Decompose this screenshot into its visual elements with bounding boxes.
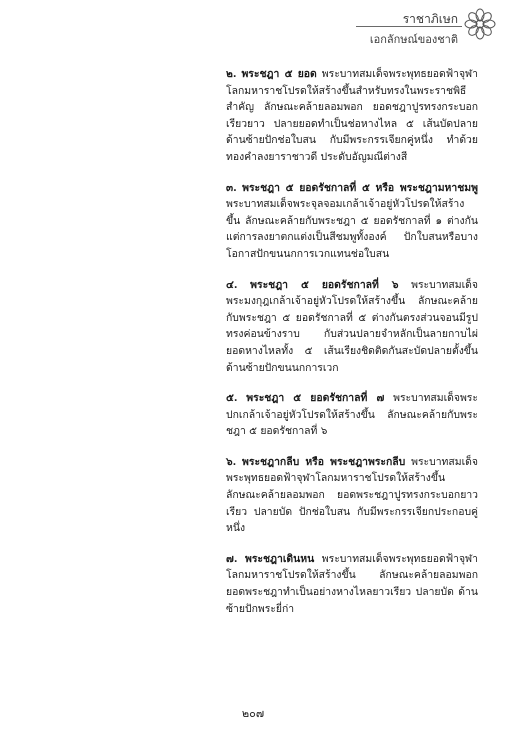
section-text: พระบาทสมเด็จพระปกเกล้าเจ้าอยู่หัวโปรดให้สร้างขึ้น ลักษณะคล้ายกับพระชฎา ๕ ยอดรัชกาลที่ ๖ bbox=[226, 392, 478, 438]
section-title: พระชฎา ๕ ยอดรัชกาลที่ ๖ bbox=[250, 278, 399, 291]
header-title: ราชาภิเษก bbox=[402, 12, 458, 26]
header-divider bbox=[356, 26, 462, 27]
section-title: พระชฎา ๕ ยอดรัชกาลที่ ๕ หรือ พระชฎามหาชมพู bbox=[242, 181, 478, 194]
section-3 bbox=[226, 180, 478, 263]
section-text: พระบาทสมเด็จพระพุทธยอดฟ้าจุฬาโลกมหาราชโปรดให้สร้างขึ้น ลักษณะคล้ายลอมพอก ยอดพระชฎาทำเป็นอย่างหางไหลยาวเรียว ปลายบัด ด้านซ้ายปักพระยี่ก่า bbox=[226, 552, 478, 615]
section-6 bbox=[226, 454, 478, 537]
section-title: พระชฎา ๕ ยอดรัชกาลที่ ๗ bbox=[246, 392, 385, 405]
section-number: ๒. bbox=[226, 68, 237, 80]
section-number: ๓. bbox=[226, 181, 237, 194]
section-text: พระบาทสมเด็จพระพุทธยอดฟ้าจุฬาโลกมหาราชโปรดให้สร้างขึ้นสำหรับทรงในพระราชพิธีสำคัญ ลักษณะคล้ายลอมพอก ยอดชฎาปูรทรงกระบอกเรียวยาว ปลายยอดทำเป็นช่อหางไหล ๕ เส้นบัดปลายด้านซ้ายปักช่อใบสน กับมีพระกรรเจียกคู่หนึ่ง ทำด้วยทองคำลงยาราชาวดี ประดับอัญมณีต่างสี bbox=[226, 68, 478, 163]
section-text: พระบาทสมเด็จพระพุทธยอดฟ้าจุฬาโลกมหาราชโปรดให้สร้างขึ้น ลักษณะคล้ายลอมพอก ยอดพระชฎาปูรทรงกระบอกยาวเรียว ปลายบัด ปักช่อใบสน กับมีพระกรรเจียกประกอบคู่หนึ่ง bbox=[226, 455, 478, 535]
section-number: ๔. bbox=[226, 278, 238, 291]
section-number: ๕. bbox=[226, 392, 238, 405]
section-7 bbox=[226, 551, 478, 617]
section-text: พระบาทสมเด็จพระจุลจอมเกล้าเจ้าอยู่หัวโปรดให้สร้างขึ้น ลักษณะคล้ายกับพระชฎา ๕ ยอดรัชกาลที่ ๑ ต่างกันแต่การลงยาตกแต่งเป็นสีชมพูทั้งองค์ ปักใบสนหรือบางโอกาสปักขนนกการเวกแทนช่อใบสน bbox=[226, 198, 478, 260]
page-number: ๒๐๗ bbox=[241, 707, 265, 720]
section-5 bbox=[226, 390, 478, 440]
section-number: ๖. bbox=[226, 455, 237, 468]
section-title: พระชฎาเดินหน bbox=[244, 552, 315, 565]
section-number: ๗. bbox=[226, 552, 238, 565]
document-body bbox=[226, 66, 478, 631]
section-title: พระชฎา ๕ ยอด bbox=[241, 68, 317, 80]
section-4 bbox=[226, 277, 478, 377]
section-title: พระชฎากลีบ หรือ พระชฎาพระกลีบ bbox=[242, 455, 406, 468]
header-subtitle: เอกลักษณ์ของชาติ bbox=[369, 33, 458, 46]
section-2 bbox=[226, 66, 478, 166]
flower-icon bbox=[464, 8, 496, 40]
section-text: พระบาทสมเด็จพระมงกุฎเกล้าเจ้าอยู่หัวโปรดให้สร้างขึ้น ลักษณะคล้ายกับพระชฎา ๕ ยอดรัชกาลที่ ๕ ต่างกันตรงส่วนจอนมีรูปทรงค่อนข้างราบ กับส่วนปลายจำหลักเป็นลายกาบไผ่ ยอดหางไหลทั้ง ๕ เส้นเรียงชิดติดกันสะบัดปลายตั้งขึ้น ด้านซ้ายปักขนนกการเวก bbox=[226, 278, 478, 374]
page-header bbox=[356, 6, 496, 46]
